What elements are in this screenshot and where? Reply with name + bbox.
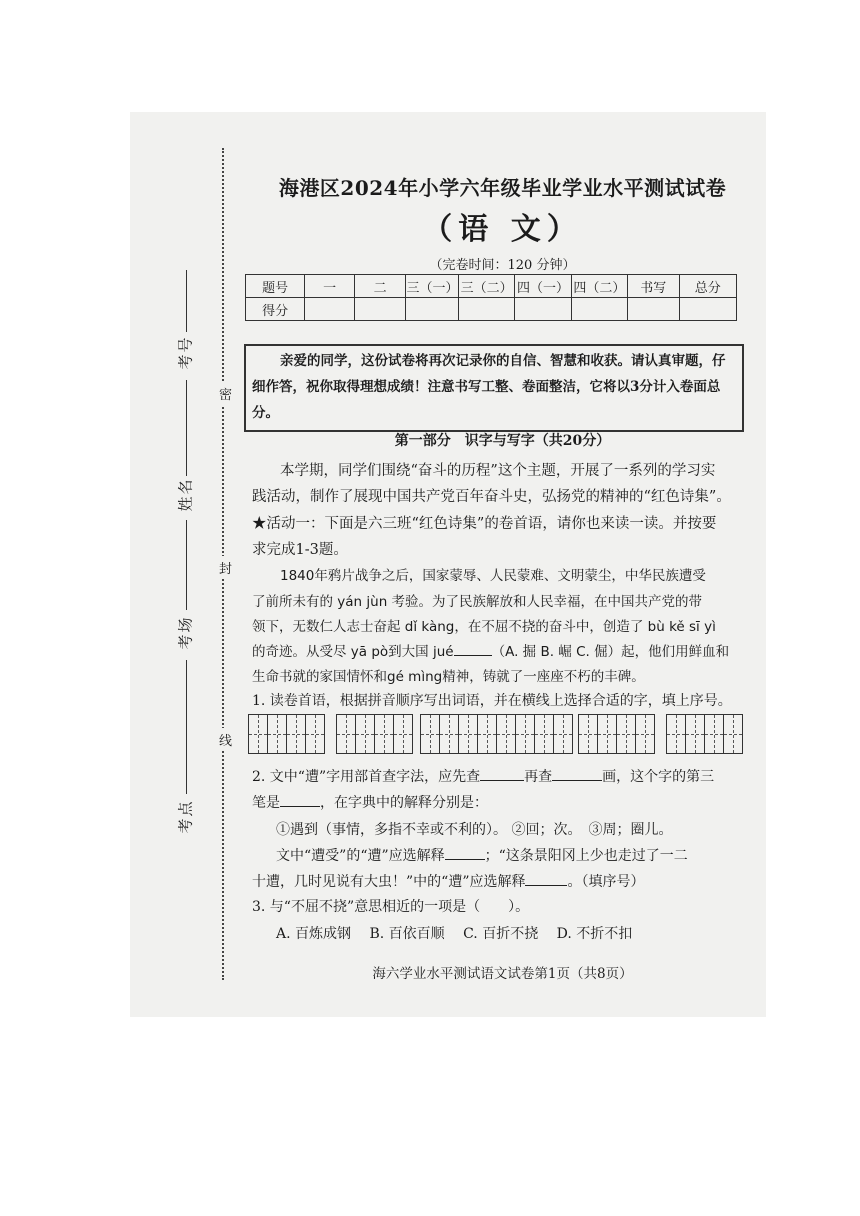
intro-line-1: 本学期，同学们围绕“奋斗的历程”这个主题，开展了一系列的学习实: [280, 463, 716, 479]
score-header-cell: 一: [305, 275, 355, 298]
exam-title: 海港区2024年小学六年级毕业学业水平测试试卷: [278, 176, 727, 200]
writing-grid-group[interactable]: [248, 714, 325, 754]
writing-cell[interactable]: [705, 715, 724, 753]
score-cell[interactable]: [406, 298, 459, 321]
answer-blank[interactable]: [280, 806, 320, 807]
question-2-line-4: [252, 843, 742, 870]
question-3-options: A. 百炼成钢 B. 百依百顺 C. 百折不挠 D. 不折不扣: [276, 926, 633, 942]
score-header-cell: 三（二）: [458, 275, 514, 298]
passage-line-3: 领下，无数仁人志士奋起 dǐ kàng，在不屈不挠的奋斗中，创造了 bù kě sī yì: [252, 619, 716, 635]
writing-cell[interactable]: [356, 715, 375, 753]
activity-line-1: ★活动一：下面是六三班“红色诗集”的卷首语，请你也来读一读。并按要: [252, 516, 717, 532]
notice-box: [244, 344, 744, 432]
score-cell[interactable]: [679, 298, 736, 321]
score-cell[interactable]: [571, 298, 627, 321]
side-label-exam-site: 考点: [176, 799, 195, 834]
passage-line-4-start: 的奇迹。从受尽 yā pò到大国 jué: [252, 644, 454, 660]
answer-blank[interactable]: [454, 655, 492, 656]
score-table: [245, 274, 737, 321]
writing-cell[interactable]: [554, 715, 572, 753]
passage-line-4: [252, 639, 742, 666]
writing-cell[interactable]: [478, 715, 497, 753]
page-footer: 海六学业水平测试语文试卷第1页（共8页）: [372, 966, 633, 982]
side-line: [186, 660, 187, 794]
score-header-cell: 总分: [679, 275, 736, 298]
side-line: [186, 380, 187, 476]
activity-line-2: 求完成1-3题。: [252, 542, 348, 558]
writing-grid-group[interactable]: [578, 714, 655, 754]
q2-text: 文中“遭受”的“遭”应选解释: [276, 848, 445, 864]
writing-cell[interactable]: [535, 715, 554, 753]
seal-label-xian: 线: [219, 728, 232, 751]
writing-cell[interactable]: [440, 715, 459, 753]
question-2-line-2: [252, 790, 742, 817]
writing-cell[interactable]: [459, 715, 478, 753]
score-header-cell: 二: [354, 275, 406, 298]
side-line: [186, 520, 187, 610]
side-label-exam-number: 考号: [176, 335, 195, 370]
score-header-cell: 三（一）: [406, 275, 459, 298]
part1-heading: 第一部分 识字与写字（共20分）: [394, 433, 611, 449]
writing-cell[interactable]: [421, 715, 440, 753]
question-3: 3. 与“不屈不挠”意思相近的一项是（ ）。: [252, 899, 530, 915]
writing-cell[interactable]: [287, 715, 306, 753]
writing-cell[interactable]: [636, 715, 654, 753]
score-header-cell: 四（一）: [515, 275, 571, 298]
writing-cell[interactable]: [516, 715, 535, 753]
q2-text: 十遭，几时见说有大虫！”中的“遭”应选解释: [252, 874, 526, 890]
seal-label-mi: 密: [219, 382, 232, 405]
q2-text: 。（填序号）: [567, 874, 645, 890]
writing-cell[interactable]: [249, 715, 268, 753]
score-header-cell: 四（二）: [571, 275, 627, 298]
passage-line-2: 了前所未有的 yán jùn 考验。为了民族解放和人民幸福，在中国共产党的带: [252, 594, 703, 610]
q2-text: 2. 文中“遭”字用部首查字法，应先查: [252, 769, 481, 785]
q2-text: ；“这条景阳冈上少也走过了一二: [484, 848, 688, 864]
writing-grid-group[interactable]: [666, 714, 743, 754]
score-row-label: 得分: [246, 298, 305, 321]
score-cell[interactable]: [354, 298, 406, 321]
writing-cell[interactable]: [497, 715, 516, 753]
passage-line-1: 1840年鸦片战争之后，国家蒙辱、人民蒙难、文明蒙尘，中华民族遭受: [280, 568, 706, 584]
seal-label-feng: 封: [219, 556, 232, 579]
notice-text: 亲爱的同学，这份试卷将再次记录你的自信、智慧和收获。请认真审题，仔细作答，祝你取得理想成绩！注意书写工整、卷面整洁，它将以3分计入卷面总分。: [252, 353, 726, 421]
writing-cell[interactable]: [686, 715, 705, 753]
answer-blank[interactable]: [525, 885, 567, 886]
writing-cell[interactable]: [394, 715, 412, 753]
writing-grid-group[interactable]: [420, 714, 573, 754]
score-cell[interactable]: [305, 298, 355, 321]
side-line: [186, 270, 187, 332]
score-cell[interactable]: [458, 298, 514, 321]
passage-line-4-end: （A. 掘 B. 崛 C. 倔）起，他们用鲜血和: [491, 644, 730, 660]
q2-text: 笔是: [252, 795, 280, 811]
subject-title: （语 文）: [422, 212, 583, 247]
question-1: 1. 读卷首语，根据拼音顺序写出词语，并在横线上选择合适的字，填上序号。: [252, 693, 732, 709]
time-note: （完卷时间：120 分钟）: [429, 258, 576, 273]
side-label-name: 姓名: [176, 477, 195, 512]
writing-cell[interactable]: [306, 715, 324, 753]
writing-cell[interactable]: [667, 715, 686, 753]
question-2-line-5: [252, 869, 742, 896]
score-cell[interactable]: [515, 298, 571, 321]
writing-cell[interactable]: [724, 715, 742, 753]
writing-grid-group[interactable]: [336, 714, 413, 754]
writing-cell[interactable]: [579, 715, 598, 753]
score-table-score-row: [246, 298, 737, 321]
q2-text: 再查: [524, 769, 553, 785]
answer-blank[interactable]: [445, 859, 485, 860]
q2-text: 画，这个字的第三: [602, 769, 715, 785]
writing-cell[interactable]: [598, 715, 617, 753]
writing-cell[interactable]: [337, 715, 356, 753]
side-label-exam-room: 考场: [176, 615, 195, 650]
writing-cell[interactable]: [375, 715, 394, 753]
q2-text: ，在字典中的解释分别是：: [320, 795, 488, 811]
score-header-cell: 题号: [246, 275, 305, 298]
writing-cell[interactable]: [617, 715, 636, 753]
intro-line-2: 践活动，制作了展现中国共产党百年奋斗史，弘扬党的精神的“红色诗集”。: [252, 489, 731, 505]
score-header-cell: 书写: [628, 275, 680, 298]
score-table-header-row: [246, 275, 737, 298]
writing-grid-row: [248, 714, 742, 754]
q2-options: ①遇到（事情，多指不幸或不利的）。 ②回；次。 ③周；圈儿。: [276, 822, 673, 838]
answer-blank[interactable]: [480, 780, 524, 781]
passage-line-5: 生命书就的家国情怀和gé mìng精神，铸就了一座座不朽的丰碑。: [252, 669, 645, 685]
question-2-line-1: [252, 764, 742, 791]
writing-cell[interactable]: [268, 715, 287, 753]
score-cell[interactable]: [628, 298, 680, 321]
answer-blank[interactable]: [552, 780, 602, 781]
